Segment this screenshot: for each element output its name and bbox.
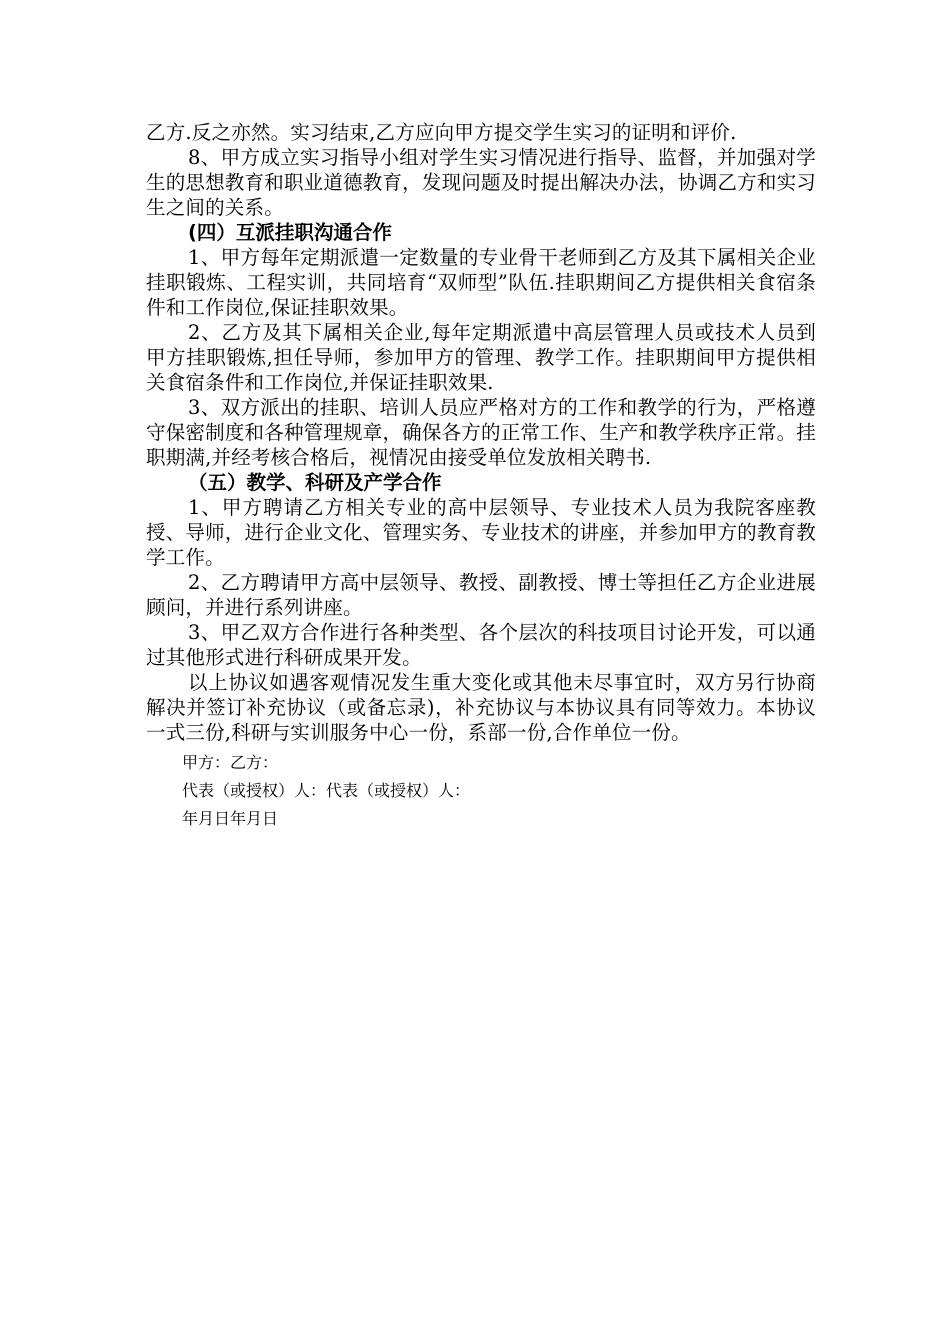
section-heading-4: (四）互派挂职沟通合作 (188, 221, 392, 244)
paragraph-4-1: 1、甲方每年定期派遣一定数量的专业骨干老师到乙方及其下属相关企业挂职锻炼、工程实训，共同培育“双师型”队伍.挂职期间乙方提供相关食宿条件和工作岗位,保证挂职效果。 (146, 246, 816, 319)
signature-parties: 甲方：乙方： (182, 753, 279, 772)
section-heading-5: （五）教学、科研及产学合作 (188, 471, 442, 494)
paragraph-4-2: 2、乙方及其下属相关企业,每年定期派遣中高层管理人员或技术人员到甲方挂职锻炼,担任导师，参加甲方的管理、教学工作。挂职期间甲方提供相关食宿条件和工作岗位,并保证挂职效果. (146, 321, 816, 394)
paragraph-5-1: 1、甲方聘请乙方相关专业的高中层领导、专业技术人员为我院客座教授、导师，进行企业文化、管理实务、专业技术的讲座，并参加甲方的教育教学工作。 (146, 496, 816, 569)
paragraph-4-3: 3、双方派出的挂职、培训人员应严格对方的工作和教学的行为，严格遵守保密制度和各种管理规章，确保各方的正常工作、生产和教学秩序正常。挂职期满,并经考核合格后，视情况由接受单位发放相关聘书. (146, 396, 816, 469)
paragraph-clause-8: 8、甲方成立实习指导小组对学生实习情况进行指导、监督，并加强对学生的思想教育和职业道德教育，发现问题及时提出解决办法，协调乙方和实习生之间的关系。 (146, 146, 816, 219)
document-body (146, 120, 816, 833)
signature-representatives: 代表（或授权）人：代表（或授权）人： (182, 781, 471, 800)
paragraph-closing: 以上协议如遇客观情况发生重大变化或其他未尽事宜时，双方另行协商解决并签订补充协议（或备忘录)，补充协议与本协议具有同等效力。本协议一式三份,科研与实训服务中心一份，系部一份,合作单位一份。 (146, 671, 816, 744)
paragraph-5-2: 2、乙方聘请甲方高中层领导、教授、副教授、博士等担任乙方企业进展顾问，并进行系列讲座。 (146, 571, 816, 619)
paragraph-continuation: 乙方.反之亦然。实习结束,乙方应向甲方提交学生实习的证明和评价. (146, 121, 737, 144)
signature-dates: 年月日年月日 (182, 809, 279, 828)
paragraph-5-3: 3、甲乙双方合作进行各种类型、各个层次的科技项目讨论开发，可以通过其他形式进行科研成果开发。 (146, 621, 816, 669)
